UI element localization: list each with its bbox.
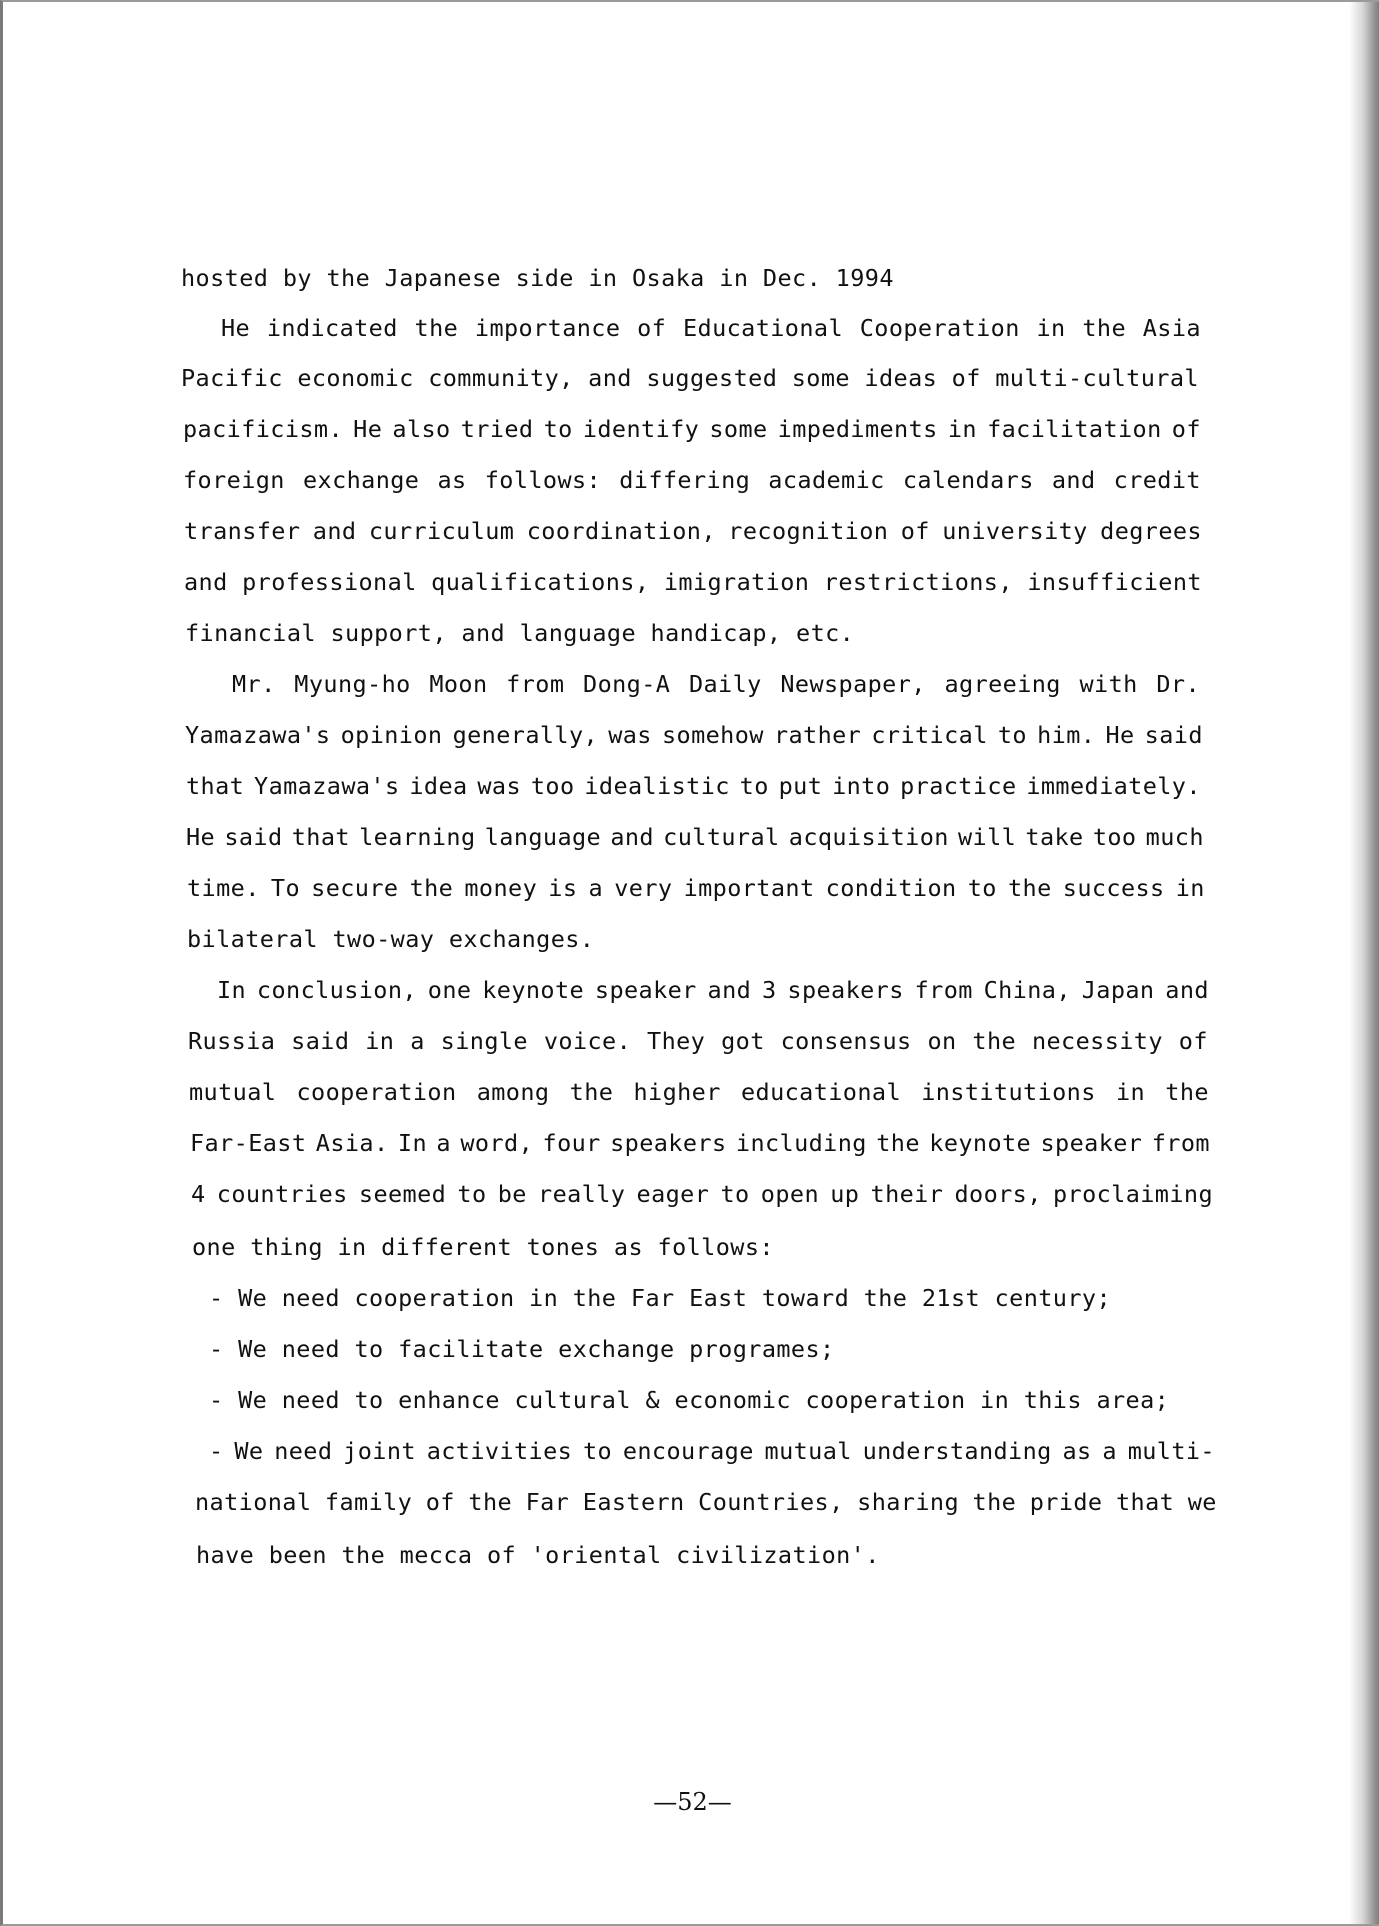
word: curriculum: [368, 517, 515, 545]
text-line-13: [187, 872, 1205, 904]
word: was: [477, 772, 522, 800]
word: Moon: [429, 670, 488, 698]
word: China,: [983, 976, 1071, 1004]
word: said: [291, 1027, 350, 1055]
word: transfer: [184, 517, 301, 545]
word: joint: [343, 1437, 416, 1465]
word: and: [610, 823, 654, 851]
word: Asia: [1142, 314, 1201, 342]
word: national: [195, 1488, 312, 1516]
text-line-14: bilateral two-way exchanges.: [187, 925, 595, 953]
word: and: [184, 568, 228, 596]
word: practice: [900, 772, 1017, 800]
word: 3: [762, 976, 777, 1004]
word: generally,: [452, 721, 599, 749]
word: very: [614, 874, 673, 902]
word: immediately.: [1026, 772, 1201, 800]
word: the: [972, 1027, 1017, 1055]
word: recognition: [728, 517, 889, 545]
word: said: [1144, 721, 1203, 749]
word: condition: [825, 874, 957, 902]
word: credit: [1113, 466, 1201, 494]
word: from: [506, 670, 565, 698]
text-line-19: [191, 1178, 1213, 1210]
word: and: [1051, 466, 1096, 494]
text-line-25: [195, 1486, 1217, 1518]
word: to: [967, 874, 997, 902]
word: of: [1171, 415, 1201, 443]
word: the: [876, 1129, 920, 1157]
word: necessity: [1031, 1027, 1163, 1055]
word: some: [791, 364, 850, 392]
text-line-4: [183, 413, 1201, 445]
word: of: [1178, 1027, 1208, 1055]
word: Educational: [682, 314, 843, 342]
word: secure: [311, 874, 399, 902]
text-line-10: [185, 719, 1203, 751]
word: also: [392, 415, 451, 443]
word: critical: [871, 721, 988, 749]
word: and: [312, 517, 357, 545]
word: money: [464, 874, 538, 902]
word: understanding: [862, 1437, 1052, 1465]
word: In: [397, 1129, 428, 1157]
word: insufficient: [1027, 568, 1202, 596]
word: of: [637, 314, 667, 342]
body-text: [3, 2, 1379, 1926]
word: pride: [1029, 1488, 1103, 1516]
page-number: —52—: [653, 1788, 732, 1816]
word: including: [735, 1129, 867, 1157]
word: suggested: [646, 364, 778, 392]
word: eager: [636, 1180, 710, 1208]
word: the: [409, 874, 454, 902]
text-line-15: [217, 974, 1209, 1006]
word: as: [1062, 1437, 1092, 1465]
word: multi-cultural: [995, 364, 1199, 392]
text-line-6: [184, 515, 1202, 547]
word: some: [709, 415, 768, 443]
word: calendars: [902, 466, 1034, 494]
word: rather: [773, 721, 862, 749]
word: with: [1079, 670, 1138, 698]
text-line-12: [186, 821, 1204, 853]
word: -: [209, 1437, 224, 1465]
word: keynote: [929, 1129, 1032, 1157]
text-line-11: [186, 770, 1201, 802]
word: into: [832, 772, 891, 800]
word: and: [588, 364, 632, 392]
word: degrees: [1100, 517, 1202, 545]
word: idealistic: [584, 772, 730, 800]
word: encourage: [622, 1437, 754, 1465]
word: We: [234, 1437, 264, 1465]
word: acquisition: [788, 823, 949, 851]
word: agreeing: [944, 670, 1061, 698]
word: in: [1175, 874, 1205, 902]
word: of: [425, 1488, 455, 1516]
text-line-22: - We need to facilitate exchange programes;: [209, 1335, 835, 1363]
text-line-21: - We need cooperation in the Far East toward the 21st century;: [209, 1284, 1111, 1312]
word: mutual: [189, 1078, 277, 1106]
word: mutual: [764, 1437, 852, 1465]
word: him.: [1037, 721, 1096, 749]
word: ideas: [864, 364, 938, 392]
word: seemed: [358, 1180, 447, 1208]
text-line-16: [188, 1025, 1208, 1057]
word: a: [410, 1027, 425, 1055]
word: idea: [409, 772, 468, 800]
word: and: [1165, 976, 1209, 1004]
text-line-24: [209, 1435, 1215, 1467]
word: important: [683, 874, 815, 902]
word: cooperation: [296, 1078, 457, 1106]
word: the: [1007, 874, 1052, 902]
word: opinion: [340, 721, 443, 749]
word: exchange: [302, 466, 420, 494]
word: economic: [297, 364, 414, 392]
word: be: [497, 1180, 527, 1208]
word: community,: [428, 364, 574, 392]
word: speaker: [1040, 1129, 1143, 1157]
word: activities: [426, 1437, 573, 1465]
word: consensus: [780, 1027, 912, 1055]
word: Pacific: [181, 364, 283, 392]
word: from: [1151, 1129, 1210, 1157]
text-line-20: one thing in different tones as follows:: [192, 1233, 774, 1261]
word: foreign: [183, 466, 285, 494]
text-line-17: [189, 1076, 1209, 1108]
word: Russia: [188, 1027, 276, 1055]
word: time.: [187, 874, 260, 902]
word: cultural: [663, 823, 780, 851]
word: one: [427, 976, 472, 1004]
word: the: [468, 1488, 513, 1516]
word: Newspaper,: [780, 670, 926, 698]
word: will: [958, 823, 1017, 851]
word: keynote: [482, 976, 585, 1004]
word: in: [365, 1027, 395, 1055]
word: Dr.: [1156, 670, 1200, 698]
word: coordination,: [526, 517, 716, 545]
word: indicated: [266, 314, 398, 342]
word: facilitation: [987, 415, 1162, 443]
word: educational: [740, 1078, 901, 1106]
word: success: [1062, 874, 1165, 902]
word: of: [951, 364, 981, 392]
word: academic: [768, 466, 885, 494]
word: to: [739, 772, 769, 800]
word: to: [997, 721, 1027, 749]
word: need: [274, 1437, 333, 1465]
word: in: [1036, 314, 1066, 342]
word: to: [543, 415, 573, 443]
word: To: [270, 874, 300, 902]
word: too: [530, 772, 575, 800]
text-line-9: [232, 668, 1200, 700]
text-line-18: [190, 1127, 1210, 1159]
word: They: [647, 1027, 706, 1055]
word: was: [608, 721, 652, 749]
word: four: [542, 1129, 601, 1157]
word: family: [324, 1488, 413, 1516]
word: doors,: [954, 1180, 1042, 1208]
word: on: [927, 1027, 957, 1055]
word: that: [291, 823, 350, 851]
word: to: [457, 1180, 487, 1208]
word: word,: [460, 1129, 534, 1157]
word: really: [538, 1180, 626, 1208]
word: Japan: [1081, 976, 1155, 1004]
word: in: [1115, 1078, 1146, 1106]
word: take: [1025, 823, 1084, 851]
word: much: [1145, 823, 1204, 851]
word: single: [440, 1027, 528, 1055]
word: He: [353, 415, 383, 443]
word: He: [186, 823, 216, 851]
word: a: [1102, 1437, 1117, 1465]
word: the: [972, 1488, 1017, 1516]
text-line-23: - We need to enhance cultural & economic cooperation in this area;: [209, 1386, 1170, 1414]
word: of: [900, 517, 930, 545]
word: follows:: [484, 466, 602, 494]
word: multi-: [1127, 1437, 1215, 1465]
word: Far-East: [190, 1129, 307, 1157]
text-line-2: [221, 312, 1201, 344]
word: Dong-A: [583, 670, 671, 698]
text-line-26: have been the mecca of 'oriental civilization'.: [196, 1541, 880, 1569]
text-line-1: hosted by the Japanese side in Osaka in Dec. 1994: [181, 264, 894, 292]
word: proclaiming: [1052, 1180, 1213, 1208]
word: Cooperation: [859, 314, 1020, 342]
word: among: [476, 1078, 550, 1106]
word: speakers: [610, 1129, 727, 1157]
word: up: [830, 1180, 860, 1208]
word: that: [1116, 1488, 1175, 1516]
word: from: [914, 976, 973, 1004]
word: somehow: [661, 721, 764, 749]
word: Mr.: [232, 670, 276, 698]
word: the: [1082, 314, 1126, 342]
word: 4: [191, 1180, 206, 1208]
word: Countries,: [698, 1488, 844, 1516]
word: their: [870, 1180, 944, 1208]
word: that: [186, 772, 245, 800]
word: a: [588, 874, 604, 902]
word: differing: [619, 466, 751, 494]
word: Yamazawa's: [185, 721, 331, 749]
word: we: [1187, 1488, 1217, 1516]
word: identify: [582, 415, 700, 443]
word: the: [569, 1078, 614, 1106]
word: He: [221, 314, 251, 342]
word: qualifications,: [431, 568, 650, 596]
word: is: [548, 874, 578, 902]
word: impediments: [777, 415, 938, 443]
text-line-3: [181, 362, 1199, 394]
word: and: [707, 976, 752, 1004]
word: restrictions,: [823, 568, 1013, 596]
word: He: [1105, 721, 1135, 749]
word: Far: [525, 1488, 570, 1516]
word: institutions: [921, 1078, 1096, 1106]
word: in: [947, 415, 977, 443]
word: conclusion,: [256, 976, 417, 1004]
word: In: [217, 976, 247, 1004]
word: speaker: [594, 976, 697, 1004]
text-line-7: [184, 566, 1202, 598]
text-line-5: [183, 464, 1201, 496]
word: open: [760, 1180, 819, 1208]
word: speakers: [787, 976, 904, 1004]
word: tried: [460, 415, 534, 443]
text-line-8: financial support, and language handicap, etc.: [185, 619, 855, 647]
word: a: [436, 1129, 451, 1157]
word: learning: [359, 823, 476, 851]
word: higher: [633, 1078, 721, 1106]
word: pacificism.: [183, 415, 344, 443]
word: importance: [474, 314, 621, 342]
word: to: [582, 1437, 613, 1465]
word: as: [437, 466, 467, 494]
word: language: [484, 823, 602, 851]
word: too: [1092, 823, 1137, 851]
word: the: [1165, 1078, 1209, 1106]
word: sharing: [857, 1488, 959, 1516]
word: to: [720, 1180, 750, 1208]
word: put: [778, 772, 823, 800]
word: got: [721, 1027, 765, 1055]
word: Eastern: [582, 1488, 685, 1516]
word: professional: [242, 568, 417, 596]
word: university: [942, 517, 1088, 545]
word: Yamazawa's: [254, 772, 400, 800]
word: imigration: [663, 568, 810, 596]
word: voice.: [543, 1027, 632, 1055]
word: countries: [216, 1180, 348, 1208]
word: said: [224, 823, 283, 851]
word: Daily: [688, 670, 762, 698]
word: Myung-ho: [294, 670, 411, 698]
word: Asia.: [315, 1129, 389, 1157]
word: the: [414, 314, 459, 342]
